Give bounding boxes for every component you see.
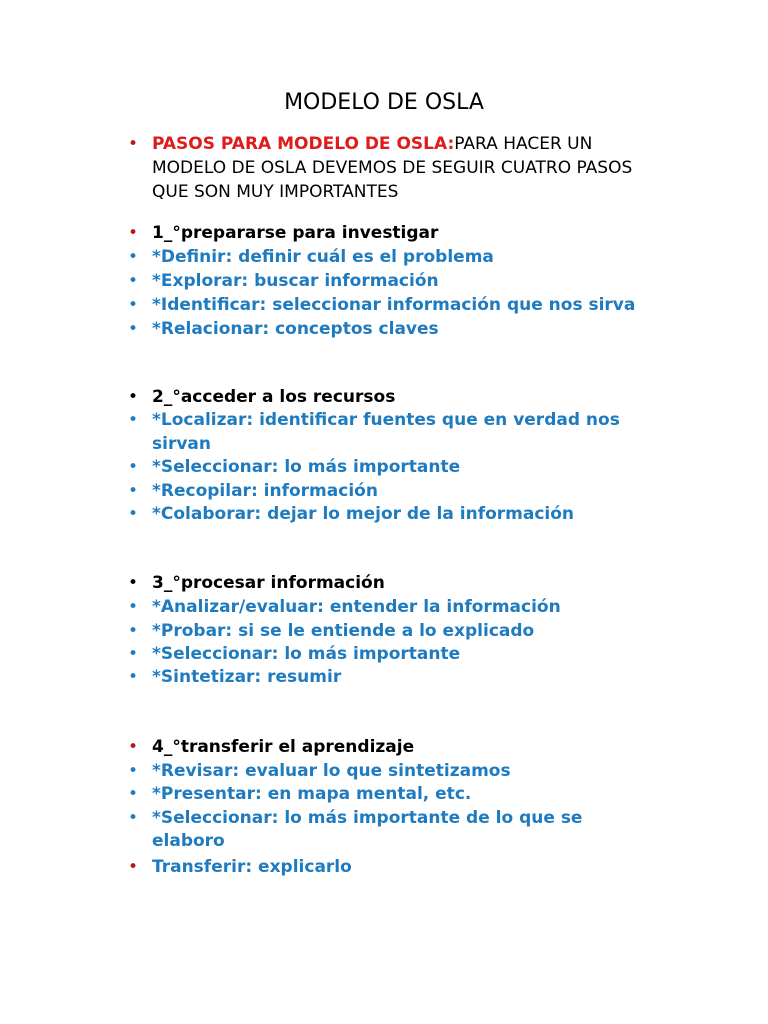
bullet: • <box>128 247 139 267</box>
list-item: *Seleccionar: lo más importante de lo que se <box>152 808 583 828</box>
step1-heading: 1_°prepararse para investigar <box>152 223 439 243</box>
bullet: • <box>128 644 139 664</box>
list-item: *Presentar: en mapa mental, etc. <box>152 784 472 804</box>
bullet: • <box>128 387 139 407</box>
list-item: *Localizar: identificar fuentes que en verdad nos <box>152 410 620 430</box>
intro-text: PARA HACER UN <box>454 134 593 154</box>
bullet: • <box>128 857 139 877</box>
bullet: • <box>128 573 139 593</box>
bullet: • <box>128 667 139 687</box>
list-item: *Identificar: seleccionar información que nos sirva <box>152 295 636 315</box>
bullet: • <box>128 481 139 501</box>
bullet: • <box>128 223 139 243</box>
list-item: *Revisar: evaluar lo que sintetizamos <box>152 761 511 781</box>
bullet: • <box>128 737 139 757</box>
bullet: • <box>128 134 139 154</box>
step2-heading: 2_°acceder a los recursos <box>152 387 396 407</box>
bullet: • <box>128 621 139 641</box>
list-item: *Probar: si se le entiende a lo explicado <box>152 621 535 641</box>
bullet: • <box>128 410 139 430</box>
bullet: • <box>128 504 139 524</box>
list-item: *Seleccionar: lo más importante <box>152 644 461 664</box>
list-item: *Definir: definir cuál es el problema <box>152 247 494 267</box>
list-item: *Relacionar: conceptos claves <box>152 319 439 339</box>
list-item-continuation: elaboro <box>152 831 225 851</box>
step3-heading: 3_°procesar información <box>152 573 385 593</box>
list-item: *Sintetizar: resumir <box>152 667 342 687</box>
list-item: *Colaborar: dejar lo mejor de la información <box>152 504 575 524</box>
bullet: • <box>128 808 139 828</box>
list-item-continuation: sirvan <box>152 434 211 454</box>
intro-line-3: QUE SON MUY IMPORTANTES <box>152 182 399 202</box>
page-title: MODELO DE OSLA <box>284 90 484 115</box>
list-item: Transferir: explicarlo <box>152 857 352 877</box>
intro-heading: PASOS PARA MODELO DE OSLA: <box>152 134 455 154</box>
step4-heading: 4_°transferir el aprendizaje <box>152 737 415 757</box>
bullet: • <box>128 319 139 339</box>
list-item: *Seleccionar: lo más importante <box>152 457 461 477</box>
list-item: *Recopilar: información <box>152 481 378 501</box>
bullet: • <box>128 784 139 804</box>
bullet: • <box>128 457 139 477</box>
intro-line-2: MODELO DE OSLA DEVEMOS DE SEGUIR CUATRO PASOS <box>152 158 633 178</box>
intro-line-1 <box>152 132 592 156</box>
list-item: *Explorar: buscar información <box>152 271 439 291</box>
list-item: *Analizar/evaluar: entender la información <box>152 597 561 617</box>
bullet: • <box>128 271 139 291</box>
bullet: • <box>128 597 139 617</box>
bullet: • <box>128 761 139 781</box>
bullet: • <box>128 295 139 315</box>
